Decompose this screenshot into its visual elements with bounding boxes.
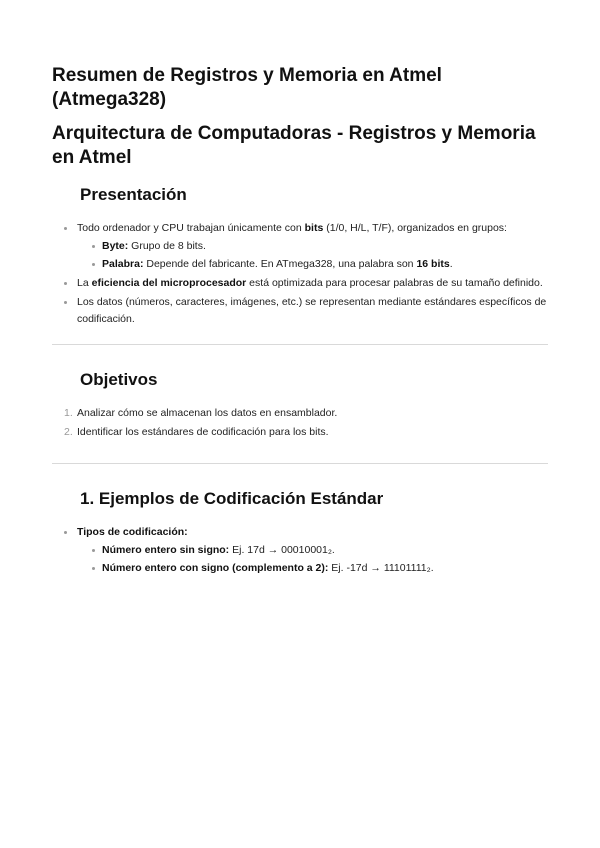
- section-heading-objetivos: Objetivos: [80, 370, 158, 389]
- section-heading-codificacion: 1. Ejemplos de Codificación Estándar: [80, 489, 384, 508]
- list-item: Palabra: Depende del fabricante. En ATmega328, una palabra son 16 bits.: [77, 256, 548, 273]
- section-divider: [52, 463, 548, 464]
- list-item: 2. Identificar los estándares de codificación para los bits.: [64, 426, 329, 438]
- list-item: Byte: Grupo de 8 bits.: [77, 238, 548, 255]
- section-divider: [52, 344, 548, 345]
- list-item: Número entero sin signo: Ej. 17d → 00010001₂.: [77, 542, 548, 559]
- presentacion-list: [52, 220, 548, 328]
- list-item: Tipos de codificación: Número entero sin signo: Ej. 17d → 00010001₂. Número entero con signo (complemento a 2): Ej. -17d → 11101111₂.: [52, 524, 548, 577]
- list-item: 1. Analizar cómo se almacenan los datos en ensamblador.: [64, 407, 338, 419]
- document-title: Resumen de Registros y Memoria en Atmel (Atmega328): [52, 65, 442, 110]
- list-item: Número entero con signo (complemento a 2): Ej. -17d → 11101111₂.: [77, 560, 548, 577]
- section-heading-presentacion: Presentación: [80, 185, 187, 204]
- list-item: Todo ordenador y CPU trabajan únicamente con bits (1/0, H/L, T/F), organizados en grupos: Byte: Grupo de 8 bits. Palabra: Depende del fabricante. En ATmega328, una palabra son 16 bits.: [52, 220, 548, 273]
- objetivos-list: [52, 405, 548, 441]
- section-objetivos: [52, 369, 548, 441]
- list-item: La eficiencia del microprocesador está optimizada para procesar palabras de su tamaño definido.: [52, 275, 548, 292]
- sublist: [77, 238, 548, 273]
- list-item: Los datos (números, caracteres, imágenes, etc.) se representan mediante estándares específicos de codificación.: [52, 294, 548, 328]
- section-presentacion: [52, 184, 548, 328]
- codificacion-list: [52, 524, 548, 577]
- document-subtitle: Arquitectura de Computadoras - Registros y Memoria en Atmel: [52, 123, 536, 168]
- document-page: [52, 64, 548, 579]
- sublist: [77, 542, 548, 577]
- section-codificacion: [52, 488, 548, 577]
